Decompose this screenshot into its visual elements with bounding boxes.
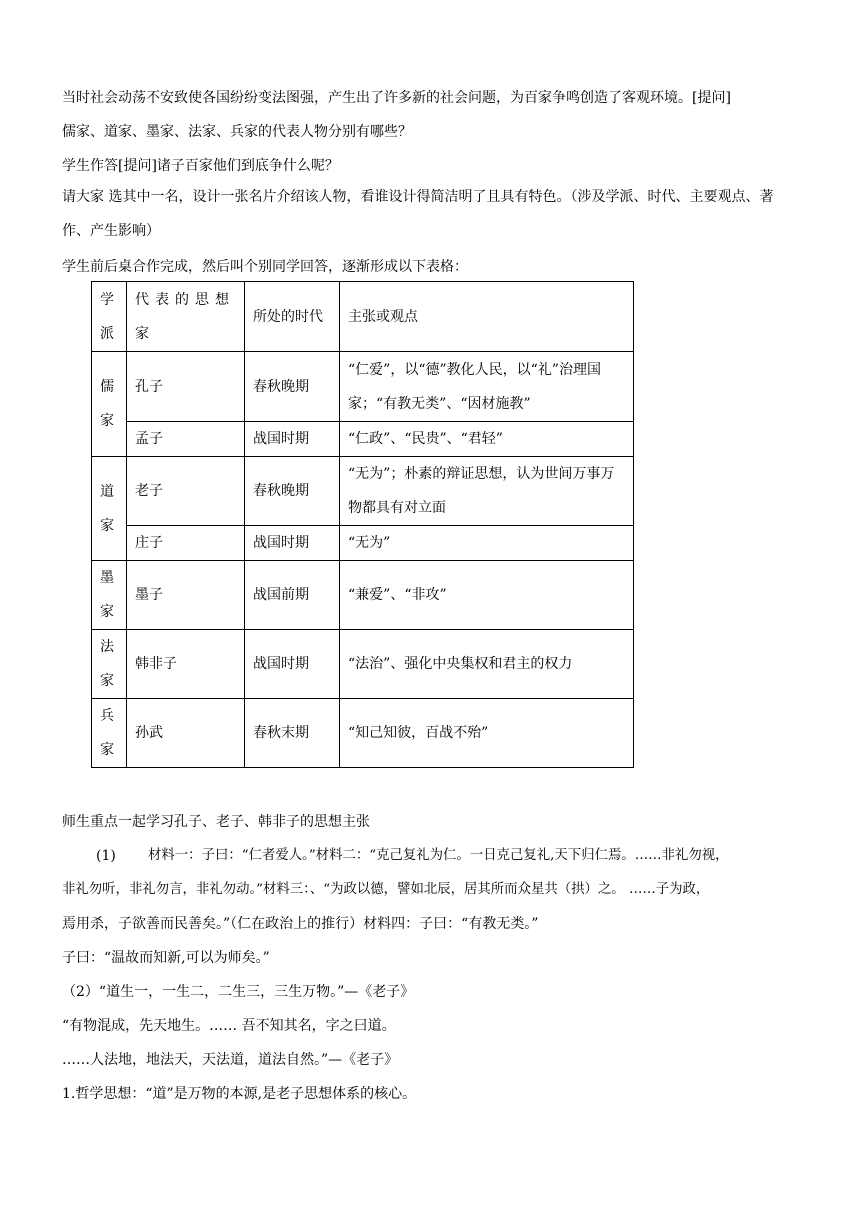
quote-line: 子曰：“温故而知新,可以为师矣。” (62, 950, 270, 966)
item-2: （2）“道生一，一生二，二生三，三生万物。”—《老子》 (62, 984, 415, 1000)
item-1-line-a: 材料一：子曰：“仁者爱人。”材料二：“克己复礼为仁。一日克己复礼,天下归仁焉。……非礼勿视， (148, 848, 729, 863)
school-cell: 兵家 (92, 699, 127, 768)
view-cell: “兼爱”、“非攻” (340, 561, 634, 630)
paragraph-2: 儒家、道家、墨家、法家、兵家的代表人物分别有哪些？ (62, 124, 412, 140)
schools-table (91, 281, 634, 768)
thinker-cell: 墨子 (127, 561, 245, 630)
view-cell: “知己知彼，百战不殆” (340, 699, 634, 768)
item-1-line-c: 焉用杀，子欲善而民善矣。”（仁在政治上的推行）材料四：子曰：“有教无类。” (62, 916, 539, 932)
header-school: 学派 (92, 282, 127, 352)
school-cell: 法家 (92, 630, 127, 699)
header-thinker: 代表的思想家 (127, 282, 245, 352)
school-cell: 儒家 (92, 352, 127, 457)
thinker-cell: 老子 (127, 457, 245, 526)
paragraph-1: 当时社会动荡不安致使各国纷纷变法图强，产生出了许多新的社会问题，为百家争鸣创造了客观环境。[提问] (62, 90, 731, 106)
item-1-marker: (1) (96, 848, 116, 864)
thinker-cell: 孔子 (127, 352, 245, 422)
item-2-line-c: ……人法地，地法天，天法道，道法自然。”—《老子》 (62, 1052, 399, 1068)
table-row (92, 457, 634, 526)
thinker-cell: 庄子 (127, 526, 245, 561)
paragraph-3: 学生作答[提问]诸子百家他们到底争什么呢？ (62, 158, 339, 174)
school-cell: 墨家 (92, 561, 127, 630)
thinker-cell: 韩非子 (127, 630, 245, 699)
era-cell: 春秋晚期 (245, 352, 340, 422)
item-2-line-b: “有物混成，先天地生。…… 吾不知其名，字之曰道。 (62, 1018, 396, 1034)
school-cell: 道家 (92, 457, 127, 561)
table-row (92, 526, 634, 561)
era-cell: 战国时期 (245, 526, 340, 561)
table-header-row (92, 282, 634, 352)
paragraph-5: 学生前后桌合作完成，然后叫个别同学回答，逐渐形成以下表格： (62, 259, 468, 275)
view-cell: “法治”、强化中央集权和君主的权力 (340, 630, 634, 699)
era-cell: 战国时期 (245, 630, 340, 699)
header-era: 所处的时代 (245, 282, 340, 352)
table-row (92, 422, 634, 457)
thinker-cell: 孙武 (127, 699, 245, 768)
table-row (92, 630, 634, 699)
era-cell: 战国时期 (245, 422, 340, 457)
view-cell: “仁爱”，以“德”教化人民，以“礼”治理国家；“有教无类”、“因材施教” (340, 352, 634, 422)
view-cell: “无为” (340, 526, 634, 561)
table-row (92, 561, 634, 630)
era-cell: 春秋晚期 (245, 457, 340, 526)
paragraph-4: 请大家 选其中一名，设计一张名片介绍该人物，看谁设计得简洁明了且具有特色。（涉及学派、时代、主要观点、著作、产生影响） (62, 189, 774, 239)
thinker-cell: 孟子 (127, 422, 245, 457)
point-1: 1.哲学思想：“道”是万物的本源,是老子思想体系的核心。 (62, 1086, 417, 1102)
table-row (92, 352, 634, 422)
view-cell: “仁政”、“民贵”、“君轻” (340, 422, 634, 457)
era-cell: 春秋末期 (245, 699, 340, 768)
view-cell: “无为”；朴素的辩证思想，认为世间万事万物都具有对立面 (340, 457, 634, 526)
item-1-line-b: 非礼勿听，非礼勿言，非礼勿动。”材料三：、“为政以德，譬如北辰，居其所而众星共（拱）之。 ……子为政， (62, 882, 710, 897)
section-heading: 师生重点一起学习孔子、老子、韩非子的思想主张 (62, 814, 370, 830)
table-row (92, 699, 634, 768)
era-cell: 战国前期 (245, 561, 340, 630)
header-view: 主张或观点 (340, 282, 634, 352)
